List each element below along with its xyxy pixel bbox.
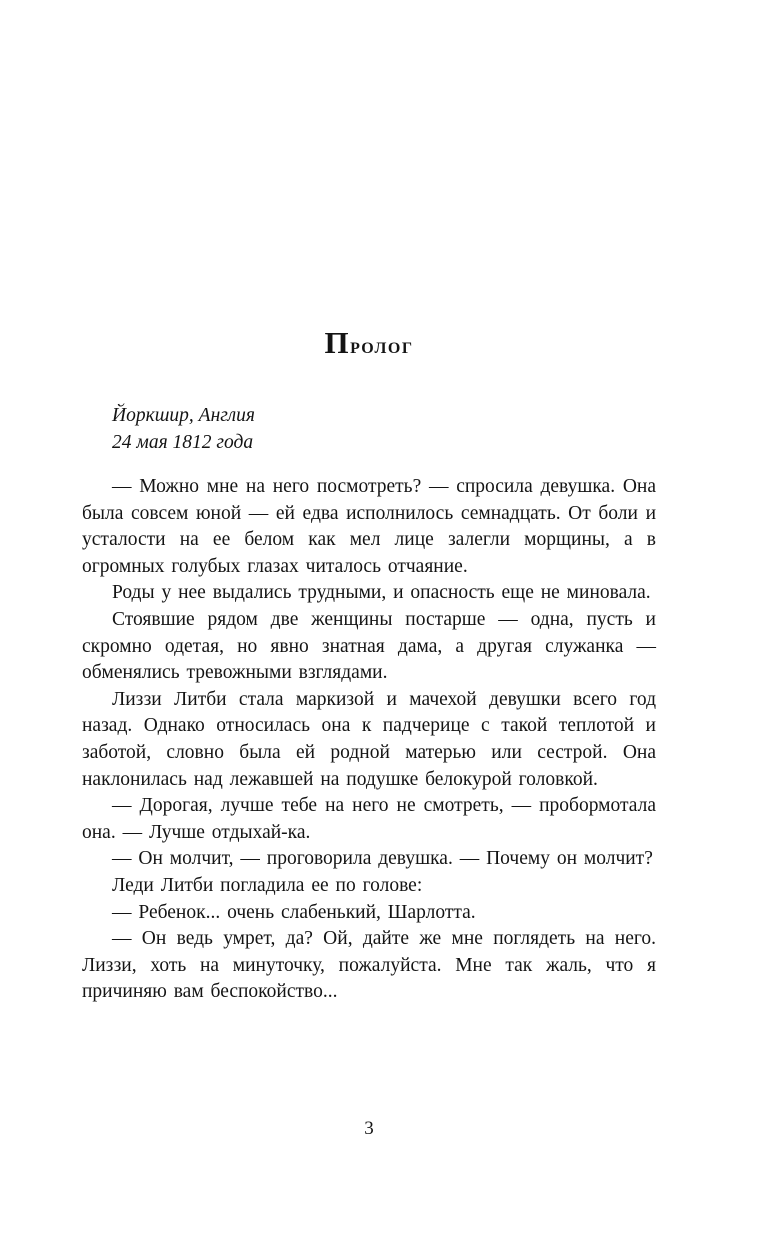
paragraph: Лиззи Литби стала маркизой и мачехой девушки всего год назад. Однако относилась она к падчерице с такой теплотой и заботой, словно была ей родной матерью или сестрой. Она наклонилась над лежавшей на подушке белокурой головкой. xyxy=(82,688,656,790)
body-text xyxy=(82,474,656,1006)
epigraph xyxy=(112,403,656,456)
paragraph: — Можно мне на него посмотреть? — спросила девушка. Она была совсем юной — ей едва исполнилось семнадцать. От боли и усталости на ее белом как мел лице залегли морщины, а в огромных голубых глазах читалось отчаяние. xyxy=(82,476,656,577)
paragraph: — Он молчит, — проговорила девушка. — Почему он молчит? xyxy=(112,848,653,870)
paragraph: Роды у нее выдались трудными, и опасность еще не миновала. xyxy=(112,582,651,604)
paragraph: — Дорогая, лучше тебе на него не смотреть, — пробормотала она. — Лучше отдыхай-ка. xyxy=(82,795,656,843)
paragraph: Стоявшие рядом две женщины постарше — одна, пусть и скромно одетая, но явно знатная дама, а другая служанка — обменялись тревожными взглядами. xyxy=(82,608,656,684)
chapter-heading: Пролог xyxy=(324,325,414,360)
epigraph-date: 24 мая 1812 года xyxy=(112,431,254,453)
epigraph-location: Йоркшир, Англия xyxy=(112,405,255,426)
paragraph: — Ребенок... очень слабенький, Шарлотта. xyxy=(112,901,476,923)
page-number: 3 xyxy=(364,1118,374,1139)
paragraph: Леди Литби погладила ее по голове: xyxy=(112,874,423,896)
text-block xyxy=(82,0,656,1006)
paragraph: — Он ведь умрет, да? Ой, дайте же мне поглядеть на него. Лиззи, хоть на минуточку, пожалуйста. Мне так жаль, что я причиняю вам беспокойство... xyxy=(82,928,656,1003)
